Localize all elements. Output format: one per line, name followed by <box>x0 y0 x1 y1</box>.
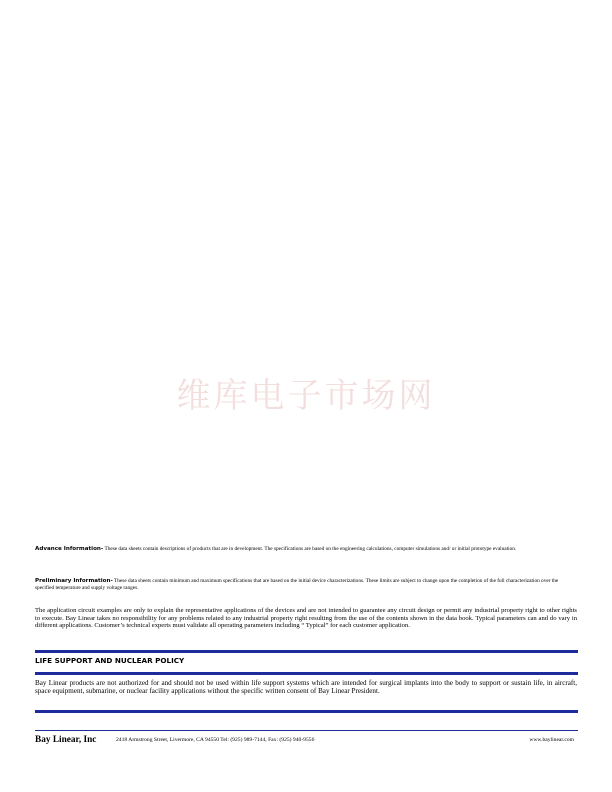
preliminary-information-label: Preliminary Information- <box>35 578 113 584</box>
footer-rule <box>35 730 578 731</box>
preliminary-information-paragraph <box>35 578 577 592</box>
policy-title: LIFE SUPPORT AND NUCLEAR POLICY <box>35 656 185 665</box>
page-footer <box>35 735 578 747</box>
preliminary-information-text: These data sheets contain minimum and maximum specifications that are based on the initial device characterizations. These limits are subject to change upon the completion of the full characterization over the specified temperature and supply voltage ranges. <box>35 578 559 591</box>
advance-information-label: Advance Information- <box>35 546 104 552</box>
policy-title-rule <box>35 672 578 675</box>
policy-text: Bay Linear products are not authorized for and should not be used within life support systems which are intended for surgical implants into the body to support or sustain life, in aircraft, space equipment, submarine, or nuclear facility applications without the specific written consent of Bay Linear President. <box>35 679 577 696</box>
application-note-paragraph: The application circuit examples are only to explain the representative applications of the devices and are not intended to guarantee any circuit design or permit any industrial property right to other rights to execute. Bay Linear takes no responsibility for any problems related to any industrial property right resulting from the use of the contents shown in the data book. Typical parameters can and do vary in different applications. Customer’s technical experts must validate all operating parameters including “ Typical” for each customer application. <box>35 607 577 630</box>
policy-top-rule <box>35 650 578 653</box>
advance-information-paragraph <box>35 546 577 553</box>
advance-information-text: These data sheets contain descriptions of products that are in development. The specifications are based on the engineering calculations, computer simulations and/ or initial prototype evaluation. <box>103 546 517 552</box>
policy-bottom-rule <box>35 710 578 713</box>
footer-address: 2418 Armstrong Street, Livermore, CA 94550 Tel: (925) 989-7144, Fax: (925) 940-9556 <box>116 737 315 743</box>
footer-company-name: Bay Linear, Inc <box>35 735 97 745</box>
footer-website-link[interactable]: www.baylinear.com <box>529 737 574 743</box>
watermark-text: 维库电子市场网 <box>176 376 436 416</box>
